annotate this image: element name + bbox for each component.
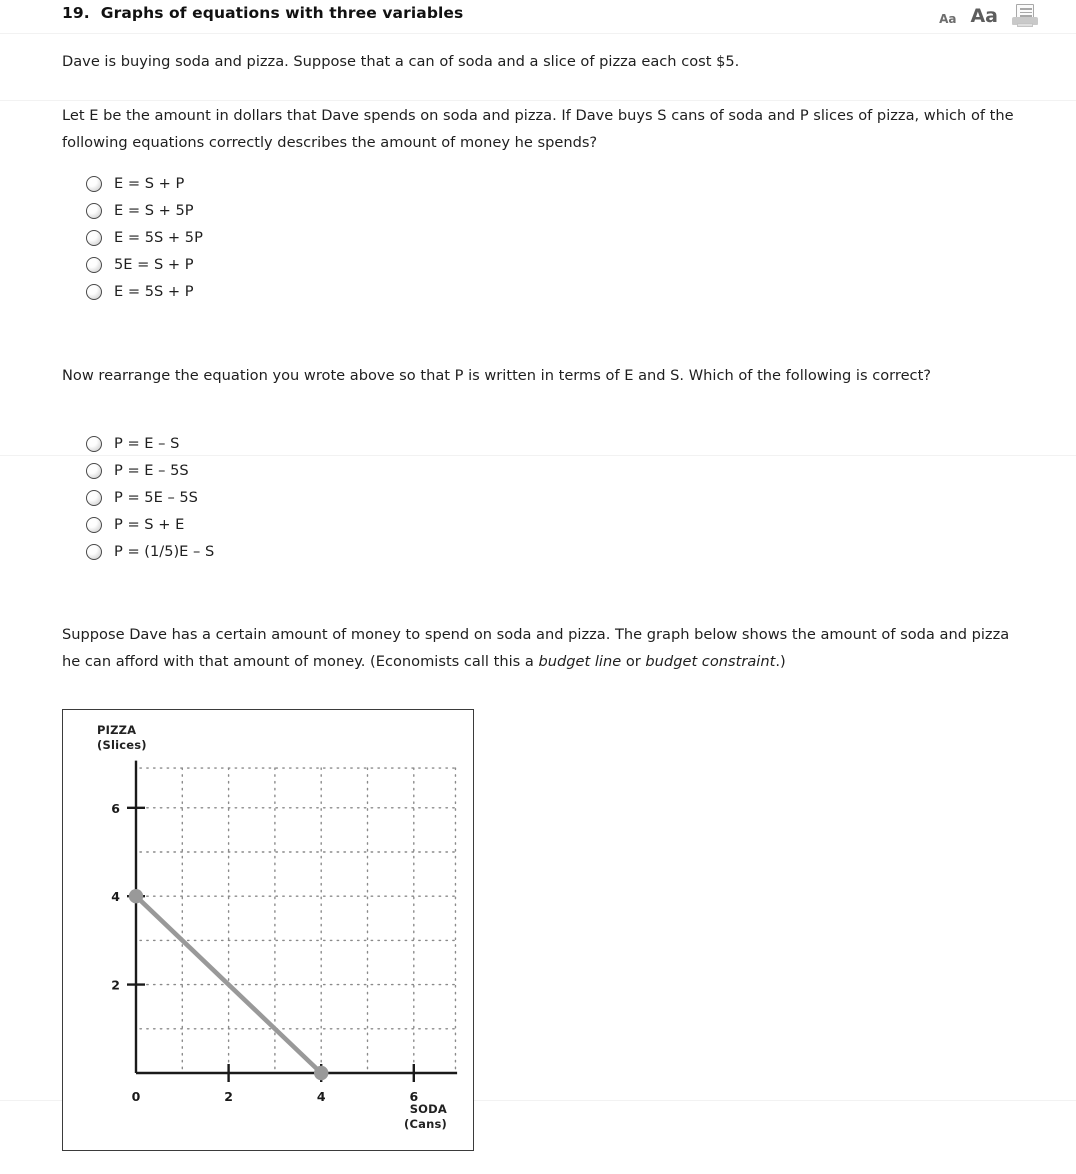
y-axis-tick-label: 4 xyxy=(111,889,120,905)
option-row[interactable] xyxy=(86,511,214,538)
question-title-text: Graphs of equations with three variables xyxy=(100,4,464,22)
option-label: E = 5S + P xyxy=(114,283,194,300)
header-divider xyxy=(0,33,1076,34)
question-3-text-part-2: or xyxy=(621,653,646,670)
print-icon[interactable] xyxy=(1012,4,1038,28)
question-1-prompt: Let E be the amount in dollars that Dave spends on soda and pizza. If Dave buys S cans of soda and P slices of pizza, which of the following equations correctly describes the amount of money he spends? xyxy=(62,107,1014,151)
x-axis-tick-label: 0 xyxy=(131,1089,141,1104)
y-axis-tick-label: 2 xyxy=(111,977,120,993)
question-3-text-part-3: .) xyxy=(775,653,786,670)
option-label: 5E = S + P xyxy=(114,256,194,273)
radio-button-icon[interactable] xyxy=(86,257,102,273)
intro-paragraph: Dave is buying soda and pizza. Suppose that a can of soda and a slice of pizza each cost $5. xyxy=(62,53,740,70)
data-point-marker[interactable] xyxy=(314,1066,328,1080)
option-label: E = S + 5P xyxy=(114,202,194,219)
option-row[interactable] xyxy=(86,278,203,305)
option-label: E = S + P xyxy=(114,175,185,192)
y-axis-title-unit: (Slices) xyxy=(97,738,147,752)
y-axis-tick-label: 6 xyxy=(111,800,120,816)
increase-font-size-button[interactable]: Aa xyxy=(970,5,998,27)
radio-button-icon[interactable] xyxy=(86,517,102,533)
radio-button-icon[interactable] xyxy=(86,436,102,452)
option-row[interactable] xyxy=(86,457,214,484)
budget-line-plot xyxy=(63,710,473,1150)
section-divider-1 xyxy=(0,100,1076,101)
x-axis-title-name: SODA xyxy=(409,1102,447,1116)
y-axis-title-name: PIZZA xyxy=(97,723,137,737)
radio-button-icon[interactable] xyxy=(86,203,102,219)
option-row[interactable] xyxy=(86,224,203,251)
option-label: E = 5S + 5P xyxy=(114,229,203,246)
option-label: P = E – 5S xyxy=(114,462,189,479)
header-toolbar xyxy=(939,0,1038,32)
option-label: P = 5E – 5S xyxy=(114,489,198,506)
page-header xyxy=(0,0,1076,34)
x-axis-title-unit: (Cans) xyxy=(404,1117,447,1131)
budget-line-chart-panel xyxy=(62,709,474,1151)
option-row[interactable] xyxy=(86,170,203,197)
radio-button-icon[interactable] xyxy=(86,284,102,300)
question-3-text-part-1: Suppose Dave has a certain amount of money to spend on soda and pizza. The graph below shows the amount of soda and pizza he can afford with that amount of money. (Economists call this a xyxy=(62,626,1010,670)
radio-button-icon[interactable] xyxy=(86,176,102,192)
radio-button-icon[interactable] xyxy=(86,463,102,479)
x-axis-tick-label: 4 xyxy=(316,1089,326,1104)
option-row[interactable] xyxy=(86,538,214,565)
budget-line-term: budget line xyxy=(538,653,622,670)
option-label: P = S + E xyxy=(114,516,185,533)
question-2-prompt: Now rearrange the equation you wrote above so that P is written in terms of E and S. Which of the following is correct? xyxy=(62,367,932,384)
radio-button-icon[interactable] xyxy=(86,490,102,506)
printer-tray-shape xyxy=(1017,23,1033,27)
option-row[interactable] xyxy=(86,251,203,278)
data-point-marker[interactable] xyxy=(129,889,143,903)
option-label: P = (1/5)E – S xyxy=(114,543,215,560)
option-label: P = E – S xyxy=(114,435,180,452)
question-3-prompt xyxy=(62,621,1022,675)
page-title xyxy=(62,4,463,22)
radio-button-icon[interactable] xyxy=(86,544,102,560)
x-axis-tick-label: 2 xyxy=(224,1089,233,1104)
x-axis-tick-label: 6 xyxy=(409,1089,419,1104)
budget-constraint-term: budget constraint xyxy=(645,653,776,670)
question-2-options xyxy=(86,430,214,565)
radio-button-icon[interactable] xyxy=(86,230,102,246)
decrease-font-size-button[interactable]: Aa xyxy=(939,12,957,26)
option-row[interactable] xyxy=(86,197,203,224)
question-1-options xyxy=(86,170,203,305)
option-row[interactable] xyxy=(86,430,214,457)
question-number: 19. xyxy=(62,4,90,22)
option-row[interactable] xyxy=(86,484,214,511)
